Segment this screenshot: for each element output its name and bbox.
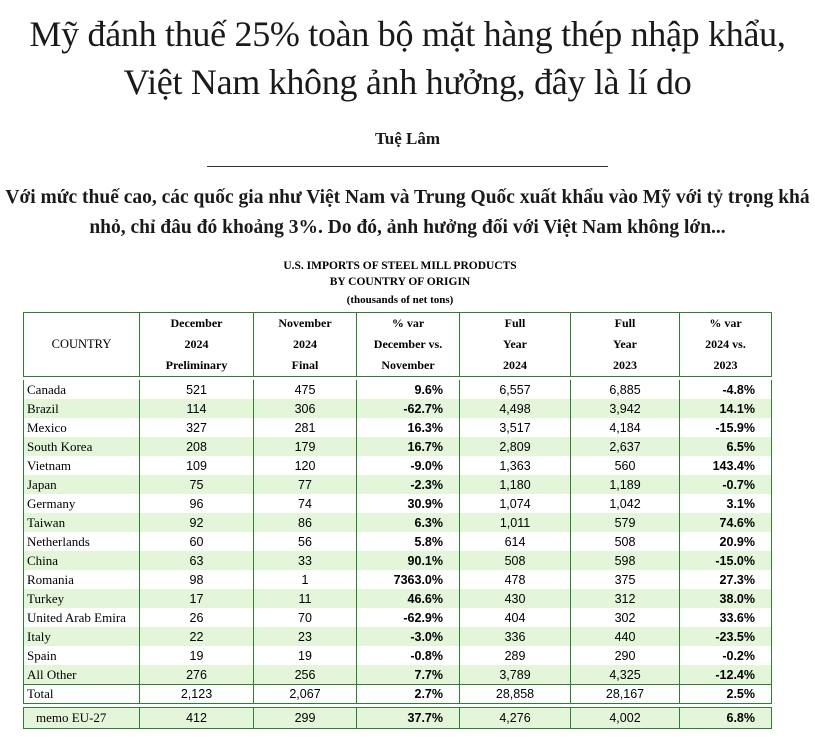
cell-var-year: 143.4% — [680, 456, 772, 475]
column-header-line: 2023 — [613, 358, 637, 372]
cell-fy24: 289 — [460, 646, 571, 665]
cell-country: All Other — [24, 665, 140, 685]
cell-var-month: 16.7% — [357, 437, 460, 456]
table-row — [24, 494, 772, 513]
cell-fy24: 4,276 — [460, 708, 571, 729]
column-header — [571, 313, 680, 377]
cell-var-month: -62.7% — [357, 399, 460, 418]
cell-var-month: -2.3% — [357, 475, 460, 494]
cell-var-month: 46.6% — [357, 589, 460, 608]
cell-fy23: 375 — [571, 570, 680, 589]
table-row — [24, 665, 772, 685]
cell-var-month: -9.0% — [357, 456, 460, 475]
cell-country: memo EU-27 — [24, 708, 140, 729]
cell-country: Turkey — [24, 589, 140, 608]
cell-fy23: 302 — [571, 608, 680, 627]
cell-fy24: 3,517 — [460, 418, 571, 437]
cell-fy23: 598 — [571, 551, 680, 570]
cell-fy24: 430 — [460, 589, 571, 608]
cell-var-year: 14.1% — [680, 399, 772, 418]
cell-dec: 208 — [140, 437, 254, 456]
table-units: (thousands of net tons) — [346, 294, 454, 306]
cell-fy23: 28,167 — [571, 685, 680, 704]
cell-var-month: 6.3% — [357, 513, 460, 532]
column-header-line: November — [381, 358, 435, 372]
cell-nov: 86 — [254, 513, 357, 532]
cell-nov: 179 — [254, 437, 357, 456]
cell-var-year: -0.2% — [680, 646, 772, 665]
column-header-line: 2024 — [184, 337, 209, 351]
cell-dec: 521 — [140, 380, 254, 399]
column-header-line: Preliminary — [165, 358, 228, 372]
table-row — [24, 456, 772, 475]
cell-fy23: 440 — [571, 627, 680, 646]
table-row — [24, 475, 772, 494]
cell-var-month: 16.3% — [357, 418, 460, 437]
table-row — [24, 570, 772, 589]
column-header — [140, 313, 254, 377]
cell-fy23: 4,002 — [571, 708, 680, 729]
table-row — [24, 608, 772, 627]
cell-dec: 98 — [140, 570, 254, 589]
cell-var-month: 90.1% — [357, 551, 460, 570]
cell-nov: 256 — [254, 665, 357, 685]
cell-dec: 17 — [140, 589, 254, 608]
cell-country: Germany — [24, 494, 140, 513]
cell-fy23: 290 — [571, 646, 680, 665]
cell-fy23: 4,325 — [571, 665, 680, 685]
cell-country: Vietnam — [24, 456, 140, 475]
cell-var-month: 30.9% — [357, 494, 460, 513]
cell-fy23: 1,189 — [571, 475, 680, 494]
table-title: U.S. IMPORTS OF STEEL MILL PRODUCTS — [283, 260, 517, 272]
column-header-line: Year — [613, 337, 637, 351]
cell-dec: 412 — [140, 708, 254, 729]
table-row — [24, 380, 772, 399]
divider — [207, 166, 608, 167]
column-header — [24, 313, 140, 377]
cell-var-year: 6.8% — [680, 708, 772, 729]
cell-nov: 475 — [254, 380, 357, 399]
cell-fy24: 1,180 — [460, 475, 571, 494]
table-row — [24, 646, 772, 665]
cell-var-month: -62.9% — [357, 608, 460, 627]
cell-nov: 11 — [254, 589, 357, 608]
cell-country: Japan — [24, 475, 140, 494]
cell-nov: 19 — [254, 646, 357, 665]
column-header-line: Full — [614, 316, 636, 330]
table-row — [24, 627, 772, 646]
cell-country: Mexico — [24, 418, 140, 437]
cell-nov: 77 — [254, 475, 357, 494]
cell-country: United Arab Emira — [24, 608, 140, 627]
cell-fy23: 579 — [571, 513, 680, 532]
column-header-line: December — [170, 316, 223, 330]
table-row — [24, 399, 772, 418]
cell-var-year: 3.1% — [680, 494, 772, 513]
cell-dec: 22 — [140, 627, 254, 646]
column-header-line: 2024 vs. — [705, 337, 746, 351]
cell-fy24: 4,498 — [460, 399, 571, 418]
cell-dec: 327 — [140, 418, 254, 437]
cell-fy24: 1,011 — [460, 513, 571, 532]
cell-var-year: -23.5% — [680, 627, 772, 646]
table-row — [24, 589, 772, 608]
cell-var-year: -0.7% — [680, 475, 772, 494]
table-row — [24, 437, 772, 456]
cell-fy23: 4,184 — [571, 418, 680, 437]
total-row — [24, 685, 772, 704]
cell-fy23: 6,885 — [571, 380, 680, 399]
cell-dec: 2,123 — [140, 685, 254, 704]
cell-country: Taiwan — [24, 513, 140, 532]
cell-fy24: 2,809 — [460, 437, 571, 456]
cell-fy23: 2,637 — [571, 437, 680, 456]
column-header — [680, 313, 772, 377]
cell-var-month: -0.8% — [357, 646, 460, 665]
cell-var-year: -15.9% — [680, 418, 772, 437]
article-sapo: Với mức thuế cao, các quốc gia như Việt Nam và Trung Quốc xuất khẩu vào Mỹ với tỷ trọng khá nhỏ, chỉ đâu đó khoảng 3%. Do đó, ảnh hưởng đối với Việt Nam không lớn... — [5, 187, 810, 238]
cell-var-year: 33.6% — [680, 608, 772, 627]
cell-var-year: 6.5% — [680, 437, 772, 456]
cell-nov: 33 — [254, 551, 357, 570]
cell-dec: 92 — [140, 513, 254, 532]
cell-fy24: 3,789 — [460, 665, 571, 685]
steel-imports-table — [23, 312, 771, 729]
cell-var-year: 2.5% — [680, 685, 772, 704]
cell-dec: 114 — [140, 399, 254, 418]
cell-fy23: 1,042 — [571, 494, 680, 513]
cell-var-month: 7363.0% — [357, 570, 460, 589]
cell-var-year: 74.6% — [680, 513, 772, 532]
cell-nov: 299 — [254, 708, 357, 729]
cell-fy24: 614 — [460, 532, 571, 551]
cell-var-month: 37.7% — [357, 708, 460, 729]
cell-nov: 56 — [254, 532, 357, 551]
cell-var-year: 20.9% — [680, 532, 772, 551]
cell-fy24: 336 — [460, 627, 571, 646]
table-row — [24, 513, 772, 532]
column-header — [254, 313, 357, 377]
cell-dec: 109 — [140, 456, 254, 475]
cell-nov: 120 — [254, 456, 357, 475]
cell-var-month: 9.6% — [357, 380, 460, 399]
cell-country: Brazil — [24, 399, 140, 418]
cell-nov: 1 — [254, 570, 357, 589]
cell-var-year: -12.4% — [680, 665, 772, 685]
column-header — [460, 313, 571, 377]
cell-dec: 63 — [140, 551, 254, 570]
cell-fy24: 508 — [460, 551, 571, 570]
cell-nov: 281 — [254, 418, 357, 437]
cell-nov: 306 — [254, 399, 357, 418]
cell-country: South Korea — [24, 437, 140, 456]
cell-dec: 60 — [140, 532, 254, 551]
cell-dec: 96 — [140, 494, 254, 513]
cell-country: Canada — [24, 380, 140, 399]
table-subtitle: BY COUNTRY OF ORIGIN — [329, 276, 471, 288]
cell-fy23: 3,942 — [571, 399, 680, 418]
table-row — [24, 551, 772, 570]
cell-fy23: 560 — [571, 456, 680, 475]
cell-var-year: -4.8% — [680, 380, 772, 399]
cell-country: Total — [24, 685, 140, 704]
cell-dec: 276 — [140, 665, 254, 685]
cell-fy24: 478 — [460, 570, 571, 589]
column-header-line: % var — [709, 316, 742, 330]
cell-var-year: 27.3% — [680, 570, 772, 589]
cell-fy24: 1,074 — [460, 494, 571, 513]
column-header-line: 2024 — [293, 337, 317, 351]
column-header-line: November — [278, 316, 332, 330]
table-row — [24, 532, 772, 551]
cell-fy24: 404 — [460, 608, 571, 627]
column-header-line: 2023 — [713, 358, 738, 372]
cell-var-month: 5.8% — [357, 532, 460, 551]
column-header-line: Full — [504, 316, 526, 330]
cell-nov: 74 — [254, 494, 357, 513]
cell-var-year: 38.0% — [680, 589, 772, 608]
table-row — [24, 418, 772, 437]
cell-fy24: 28,858 — [460, 685, 571, 704]
cell-nov: 23 — [254, 627, 357, 646]
column-header-line: Year — [503, 337, 527, 351]
cell-country: China — [24, 551, 140, 570]
article-headline: Mỹ đánh thuế 25% toàn bộ mặt hàng thép nhập khẩu, Việt Nam không ảnh hưởng, đây là lí do — [29, 14, 786, 102]
cell-country: Netherlands — [24, 532, 140, 551]
column-header-line: Final — [291, 358, 319, 372]
cell-fy24: 1,363 — [460, 456, 571, 475]
cell-nov: 70 — [254, 608, 357, 627]
cell-fy24: 6,557 — [460, 380, 571, 399]
column-header-line: 2024 — [503, 358, 527, 372]
column-header-line: December vs. — [373, 337, 443, 351]
table-header-row — [24, 313, 772, 377]
cell-dec: 19 — [140, 646, 254, 665]
article-author[interactable]: Tuệ Lâm — [374, 129, 441, 148]
cell-var-year: -15.0% — [680, 551, 772, 570]
cell-var-month: 7.7% — [357, 665, 460, 685]
cell-country: Spain — [24, 646, 140, 665]
column-header — [357, 313, 460, 377]
cell-country: Romania — [24, 570, 140, 589]
cell-dec: 26 — [140, 608, 254, 627]
cell-nov: 2,067 — [254, 685, 357, 704]
column-header-line: % var — [391, 316, 425, 330]
cell-fy23: 508 — [571, 532, 680, 551]
table-body — [24, 377, 772, 729]
cell-country: Italy — [24, 627, 140, 646]
cell-var-month: -3.0% — [357, 627, 460, 646]
cell-var-month: 2.7% — [357, 685, 460, 704]
cell-fy23: 312 — [571, 589, 680, 608]
memo-row — [24, 708, 772, 729]
cell-dec: 75 — [140, 475, 254, 494]
column-header-label: COUNTRY — [51, 337, 112, 351]
